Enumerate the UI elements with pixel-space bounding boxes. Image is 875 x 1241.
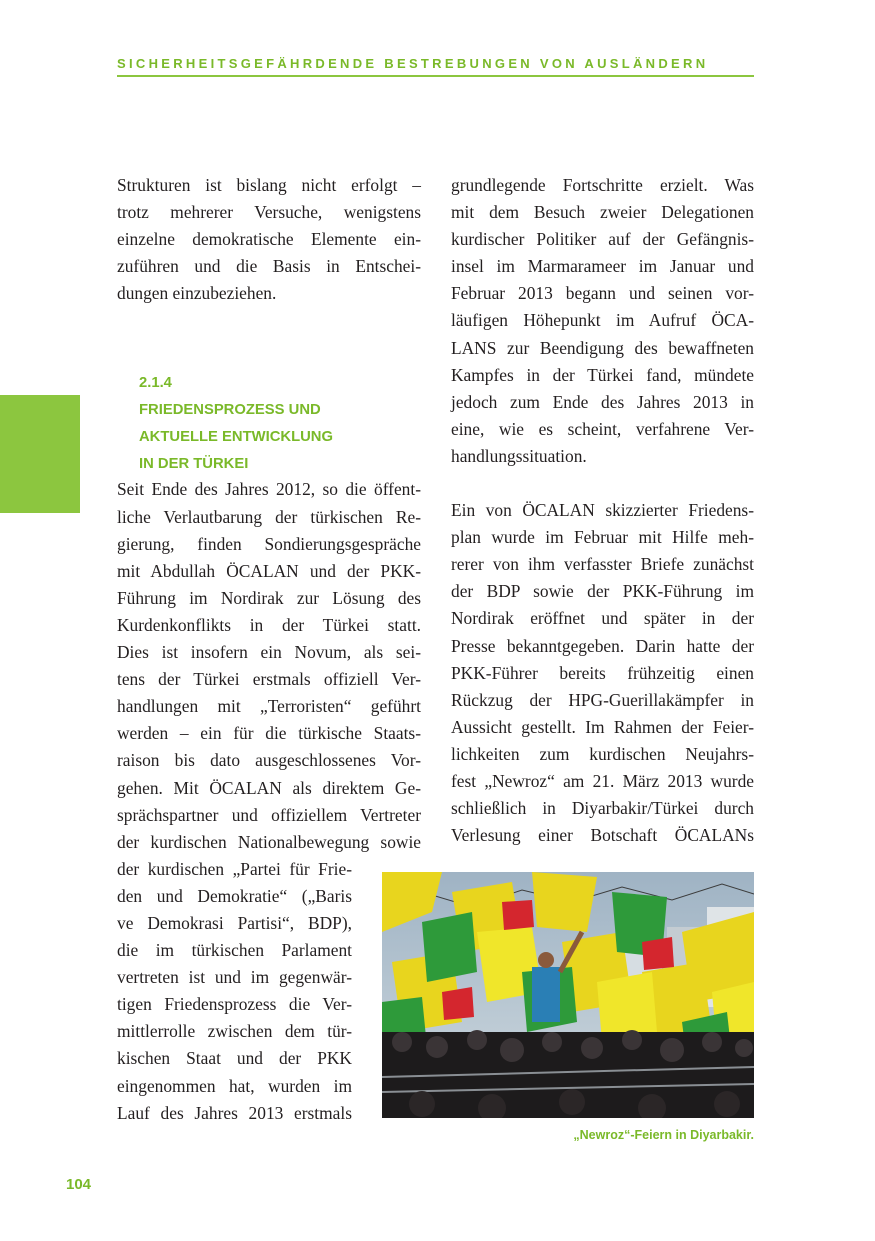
paragraph-gap [451, 470, 754, 497]
text-line: liche Verlautbarung der türkischen Re- [117, 506, 421, 527]
text-line: ve Demokrasi Partisi“, BDP), [117, 912, 352, 933]
text-line: Nordirak eröffnet und später in der [451, 608, 754, 629]
text-line: Verlesung einer Botschaft ÖCALANs [451, 825, 754, 846]
header-rule [117, 75, 754, 77]
text-line: plan wurde im Februar mit Hilfe meh- [451, 527, 754, 548]
text-line: Rückzug der HPG-Guerillakämpfer in [451, 689, 754, 710]
text-line: der kurdischen Nationalbewegung sowie [117, 831, 421, 852]
text-line: den und Demokratie“ („Baris [117, 885, 352, 906]
section-title-line: FRIEDENSPROZESS UND [139, 402, 321, 419]
narrow-text-block [117, 856, 421, 1127]
text-line: einzelne demokratische Elemente ein- [117, 229, 421, 250]
text-line: Lauf des Jahres 2013 erstmals [117, 1102, 352, 1123]
text-line: LANS zur Beendigung des bewaffneten [451, 337, 754, 358]
text-line: gehen. Mit ÖCALAN als direktem Ge- [117, 777, 421, 798]
text-line: Dies ist insofern ein Novum, als sei- [117, 642, 421, 663]
newroz-celebration-photo [382, 872, 754, 1118]
text-line: eine, wie es scheint, verfahrene Ver- [451, 418, 754, 439]
intro-paragraph [117, 172, 421, 307]
photo-caption: „Newroz“-Feiern in Diyarbakir. [573, 1128, 754, 1142]
section-title-line: AKTUELLE ENTWICKLUNG [139, 429, 333, 446]
text-line: der BDP sowie der PKK-Führung im [451, 581, 754, 602]
right-column [451, 172, 754, 849]
text-line: Kurdenkonflikts in der Türkei statt. [117, 614, 421, 635]
text-line: mittlerrolle zwischen dem tür- [117, 1021, 352, 1042]
text-line: Aussicht gestellt. Im Rahmen der Feier- [451, 716, 754, 737]
text-line: handlungen mit „Terroristen“ geführt [117, 696, 421, 717]
text-line: kurdischer Politiker auf der Gefängnis- [451, 229, 754, 250]
text-line: vertreten ist und im gegenwär- [117, 967, 352, 988]
text-line: rerer von ihm verfasster Briefe zunächst [451, 554, 754, 575]
text-line: werden – ein für die türkische Staats- [117, 723, 421, 744]
text-line: Führung im Nordirak zur Lösung des [117, 587, 421, 608]
text-line: raison bis dato ausgeschlossenes Vor- [117, 750, 421, 771]
left-column [117, 172, 421, 1127]
text-line: fest „Newroz“ am 21. März 2013 wurde [451, 770, 754, 791]
right-paragraph-1 [451, 172, 754, 470]
text-line: mit Abdullah ÖCALAN und der PKK- [117, 560, 421, 581]
text-line: läufigen Höhepunkt im Aufruf ÖCA- [451, 310, 754, 331]
text-line: zuführen und die Basis in Entschei- [117, 256, 421, 277]
section-title-line: IN DER TÜRKEI [139, 456, 249, 473]
text-line: mit dem Besuch zweier Delegationen [451, 202, 754, 223]
right-paragraph-2 [451, 497, 754, 849]
text-line: schließlich in Diyarbakir/Türkei durch [451, 798, 754, 819]
page-number: 104 [66, 1176, 92, 1193]
text-line: tens der Türkei erstmals offiziell Ver- [117, 669, 421, 690]
text-line: Februar 2013 begann und seinen vor- [451, 283, 754, 304]
text-line: die im türkischen Parlament [117, 940, 352, 961]
text-line: der kurdischen „Partei für Frie- [117, 858, 352, 879]
text-line: Kampfes in der Türkei fand, mündete [451, 364, 754, 385]
text-line: gierung, finden Sondierungsgespräche [117, 533, 421, 554]
text-line: Seit Ende des Jahres 2012, so die öffent- [117, 479, 421, 500]
text-line: tigen Friedensprozess die Ver- [117, 994, 352, 1015]
text-line: handlungssituation. [451, 445, 587, 466]
text-line: Ein von ÖCALAN skizzierter Friedens- [451, 500, 754, 521]
section-heading [117, 370, 421, 478]
running-header-title: SICHERHEITSGEFÄHRDENDE BESTREBUNGEN VON AUSLÄNDERN [117, 56, 709, 71]
text-line: sprächspartner und offiziellem Vertreter [117, 804, 421, 825]
text-line: insel im Marmarameer im Januar und [451, 256, 754, 277]
text-line: Strukturen ist bislang nicht erfolgt – [117, 175, 421, 195]
section-number: 2.1.4 [139, 375, 172, 392]
text-line: dungen einzubeziehen. [117, 283, 277, 304]
section-body-paragraph [117, 476, 421, 1126]
text-line: PKK-Führer bereits frühzeitig einen [451, 662, 754, 683]
text-line: eingenommen hat, wurden im [117, 1075, 352, 1096]
chapter-side-tab [0, 395, 80, 513]
text-line: kischen Staat und der PKK [117, 1048, 352, 1069]
text-line: trotz mehrerer Versuche, wenigstens [117, 202, 421, 223]
text-line: lichkeiten zum kurdischen Neujahrs- [451, 743, 754, 764]
text-line: grundlegende Fortschritte erzielt. Was [451, 175, 754, 195]
text-line: Presse bekanntgegeben. Darin hatte der [451, 635, 754, 656]
text-line: jedoch zum Ende des Jahres 2013 in [451, 391, 754, 412]
